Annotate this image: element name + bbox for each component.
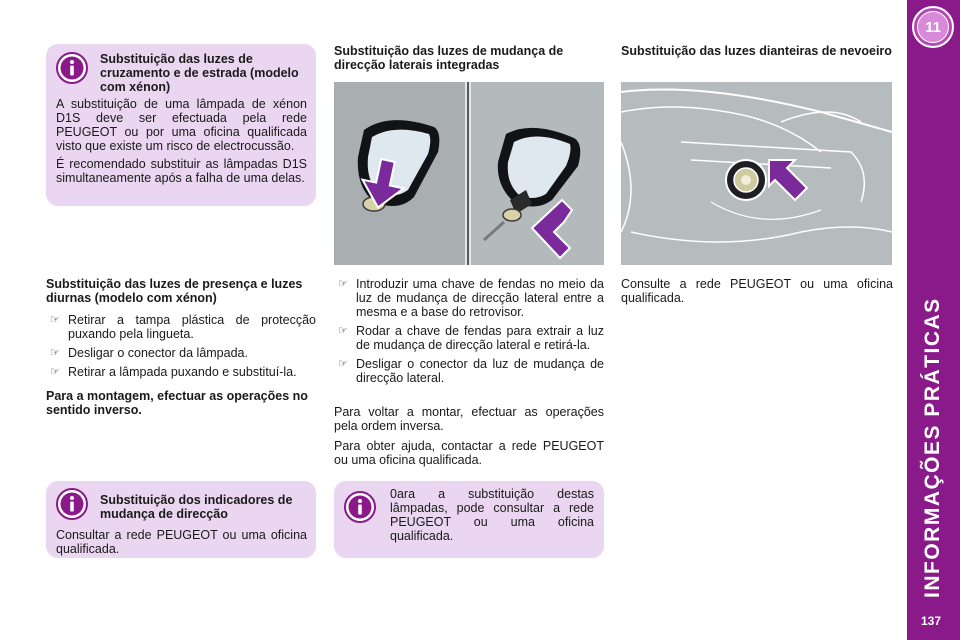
mirror-illustration (334, 82, 604, 265)
pointer-icon: ☞ (50, 314, 60, 326)
side-repeaters-paragraph: Para obter ajuda, contactar a rede PEUGEOT ou uma oficina qualificada. (334, 439, 604, 467)
daytime-footer: Para a montagem, efectuar as operações no sentido inverso. (46, 389, 308, 417)
side-repeaters-notes (334, 405, 604, 471)
list-item: ☞ Retirar a tampa plástica de protecção puxando pela lingueta. (50, 313, 316, 341)
list-item: ☞ Desligar o conector da luz de mudança de direcção lateral. (338, 357, 604, 385)
lamps-text: 0ara a substituição destas lâmpadas, pode consultar a rede PEUGEOT ou uma oficina qualificada. (390, 487, 594, 543)
fog-lamp-illustration (621, 82, 892, 265)
chapter-title: INFORMAÇÕES PRÁTICAS (921, 297, 944, 598)
info-icon (344, 491, 376, 523)
list-item: ☞ Desligar o conector da lâmpada. (50, 346, 248, 360)
info-icon (56, 52, 88, 84)
fog-lamp-photo (621, 82, 892, 265)
xenon-title: Substituição das luzes de cruzamento e de estrada (modelo com xénon) (100, 52, 299, 94)
xenon-paragraph: A substituição de uma lâmpada de xénon D1S deve ser efectuada pela rede PEUGEOT ou por uma oficina qualificada visto que existe um risco de electrocussão. (56, 97, 307, 153)
daytime-steps (46, 313, 316, 384)
side-repeaters-steps (334, 277, 604, 390)
side-repeaters-paragraph: Para voltar a montar, efectuar as operações pela ordem inversa. (334, 405, 604, 433)
lamps-info-box (334, 481, 604, 558)
side-repeaters-title: Substituição das luzes de mudança de direcção laterais integradas (334, 44, 564, 72)
pointer-icon: ☞ (50, 347, 60, 359)
mirror-photo (334, 82, 604, 265)
list-item: ☞ Introduzir uma chave de fendas no meio da luz de mudança de direcção lateral entre a mesma e a base do retrovisor. (338, 277, 604, 319)
indicators-title: Substituição dos indicadores de mudança de direcção (100, 493, 293, 521)
page-number: 137 (921, 614, 942, 628)
pointer-icon: ☞ (338, 325, 348, 337)
indicators-text: Consultar a rede PEUGEOT ou uma oficina qualificada. (56, 528, 307, 556)
daytime-title: Substituição das luzes de presença e luzes diurnas (modelo com xénon) (46, 277, 303, 305)
list-item: ☞ Rodar a chave de fendas para extrair a luz de mudança de direcção lateral e retirá-la. (338, 324, 604, 352)
pointer-icon: ☞ (338, 278, 348, 290)
chapter-badge[interactable] (912, 6, 954, 48)
pointer-icon: ☞ (338, 358, 348, 370)
fog-text: Consulte a rede PEUGEOT ou uma oficina qualificada. (621, 277, 893, 305)
xenon-text (56, 97, 307, 189)
chapter-number: 11 (917, 11, 949, 43)
pointer-icon: ☞ (50, 366, 60, 378)
xenon-paragraph: É recomendado substituir as lâmpadas D1S simultaneamente após a falha de uma delas. (56, 157, 307, 185)
xenon-info-box (46, 44, 316, 206)
indicators-info-box (46, 481, 316, 558)
fog-title: Substituição das luzes dianteiras de nevoeiro (621, 44, 892, 58)
list-item: ☞ Retirar a lâmpada puxando e substituí-la. (50, 365, 297, 379)
info-icon (56, 488, 88, 520)
